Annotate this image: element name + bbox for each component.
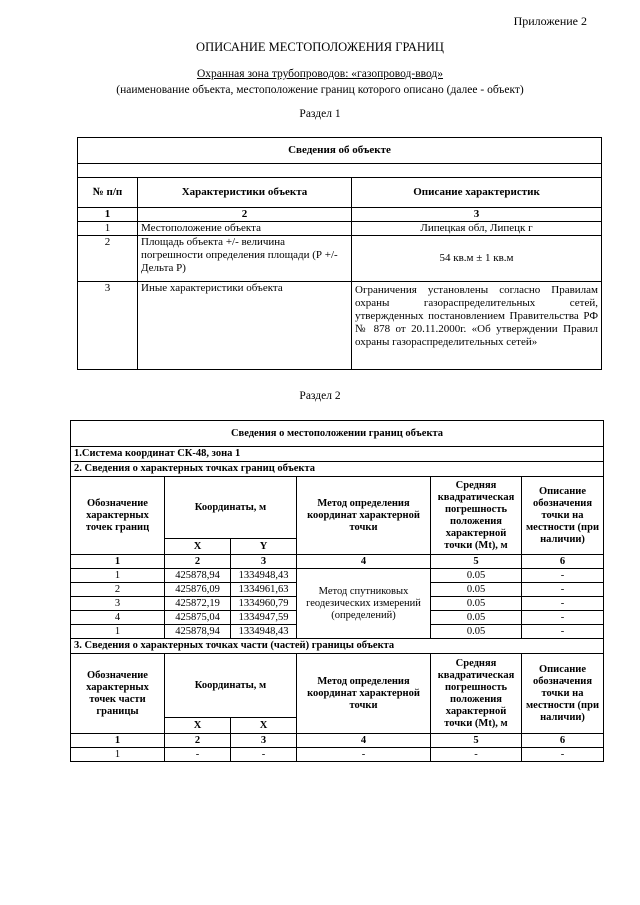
col-header-designation: Обозначение характерных точек части границы [71,654,165,734]
col-header-location-description: Описание обозначения точки на местности (при наличии) [522,477,604,555]
point-mt: - [431,748,522,762]
point-x: 425876,09 [165,583,231,597]
col-header-y: X [231,718,297,734]
point-method: - [297,748,431,762]
col-header-location-description: Описание обозначения точки на местности (при наличии) [522,654,604,734]
row-name: Местоположение объекта [138,222,352,236]
appendix-label: Приложение 2 [513,14,587,28]
row-value: Липецкая обл, Липецк г [352,222,602,236]
document-title: ОПИСАНИЕ МЕСТОПОЛОЖЕНИЯ ГРАНИЦ [196,40,444,54]
point-x: 425878,94 [165,625,231,639]
col-number: 4 [297,734,431,748]
row-num: 2 [78,236,138,282]
col-header-y: Y [231,539,297,555]
point-y: 1334960,79 [231,597,297,611]
col-number: 6 [522,555,604,569]
object-info-table [77,137,602,370]
point-mt: 0.05 [431,597,522,611]
col-header-error: Средняя квадратическая погрешность положения характерной точки (Mt), м [431,477,522,555]
table-row [78,222,602,236]
point-mt: 0.05 [431,583,522,597]
row-num: 1 [78,222,138,236]
col-number: 1 [78,208,138,222]
point-num: 3 [71,597,165,611]
spacer-row [78,164,602,178]
point-num: 1 [71,569,165,583]
point-x: 425875,04 [165,611,231,625]
col-header-description: Описание характеристик [352,178,602,208]
col-header-characteristic: Характеристики объекта [138,178,352,208]
point-num: 2 [71,583,165,597]
point-y: 1334947,59 [231,611,297,625]
col-number: 3 [231,734,297,748]
col-number: 1 [71,555,165,569]
part2-title: 2. Сведения о характерных точках границ объекта [71,462,604,477]
part3-title: 3. Сведения о характерных точках части (частей) границы объекта [71,639,604,654]
row-name: Площадь объекта +/- величина погрешности определения площади (Р +/- Дельта Р) [138,236,352,282]
object-name: Охранная зона трубопроводов: «газопровод-ввод» [196,68,444,80]
point-mt: 0.05 [431,569,522,583]
col-number: 5 [431,734,522,748]
col-number: 2 [138,208,352,222]
point-num: 1 [71,748,165,762]
point-desc: - [522,583,604,597]
col-number: 4 [297,555,431,569]
col-header-coords: Координаты, м [165,654,297,718]
col-number: 3 [352,208,602,222]
col-header-method: Метод определения координат характерной точки [297,654,431,734]
point-y: 1334948,43 [231,625,297,639]
section2-heading: Раздел 2 [299,390,341,402]
point-num: 4 [71,611,165,625]
col-number: 2 [165,734,231,748]
col-header-designation: Обозначение характерных точек границ [71,477,165,555]
col-header-x: X [165,718,231,734]
point-desc: - [522,569,604,583]
point-x: 425878,94 [165,569,231,583]
point-x: - [165,748,231,762]
point-desc: - [522,611,604,625]
table-row [71,569,604,583]
col-header-x: X [165,539,231,555]
col-number: 6 [522,734,604,748]
boundary-table [70,420,604,762]
col-number: 1 [71,734,165,748]
table-row [78,236,602,282]
point-y: 1334961,63 [231,583,297,597]
row-num: 3 [78,282,138,370]
point-desc: - [522,625,604,639]
section1-heading: Раздел 1 [299,108,341,120]
row-value: 54 кв.м ± 1 кв.м [352,236,602,282]
col-header-method: Метод определения координат характерной точки [297,477,431,555]
col-header-num: № п/п [78,178,138,208]
col-header-coords: Координаты, м [165,477,297,539]
point-method: Метод спутниковых геодезических измерений (определений) [297,569,431,639]
coordinate-system: 1.Система координат СК-48, зона 1 [71,447,604,462]
object-name-caption: (наименование объекта, местоположение границ которого описано (далее - объект) [116,84,524,96]
table-row [78,282,602,370]
boundary-table-title: Сведения о местоположении границ объекта [71,421,604,447]
point-desc: - [522,748,604,762]
row-value: Ограничения установлены согласно Правилам охраны газораспределительных сетей, утвержденных постановлением Правительства РФ № 878 от 20.11.2000г. «Об утверждении Правил охраны газораспределительных сетей» [352,282,602,370]
point-x: 425872,19 [165,597,231,611]
point-desc: - [522,597,604,611]
table-row [71,748,604,762]
col-number: 5 [431,555,522,569]
col-number: 2 [165,555,231,569]
point-mt: 0.05 [431,625,522,639]
row-name: Иные характеристики объекта [138,282,352,370]
object-info-title: Сведения об объекте [78,138,602,164]
point-num: 1 [71,625,165,639]
point-y: - [231,748,297,762]
point-mt: 0.05 [431,611,522,625]
col-number: 3 [231,555,297,569]
point-y: 1334948,43 [231,569,297,583]
col-header-error: Средняя квадратическая погрешность положения характерной точки (Mt), м [431,654,522,734]
